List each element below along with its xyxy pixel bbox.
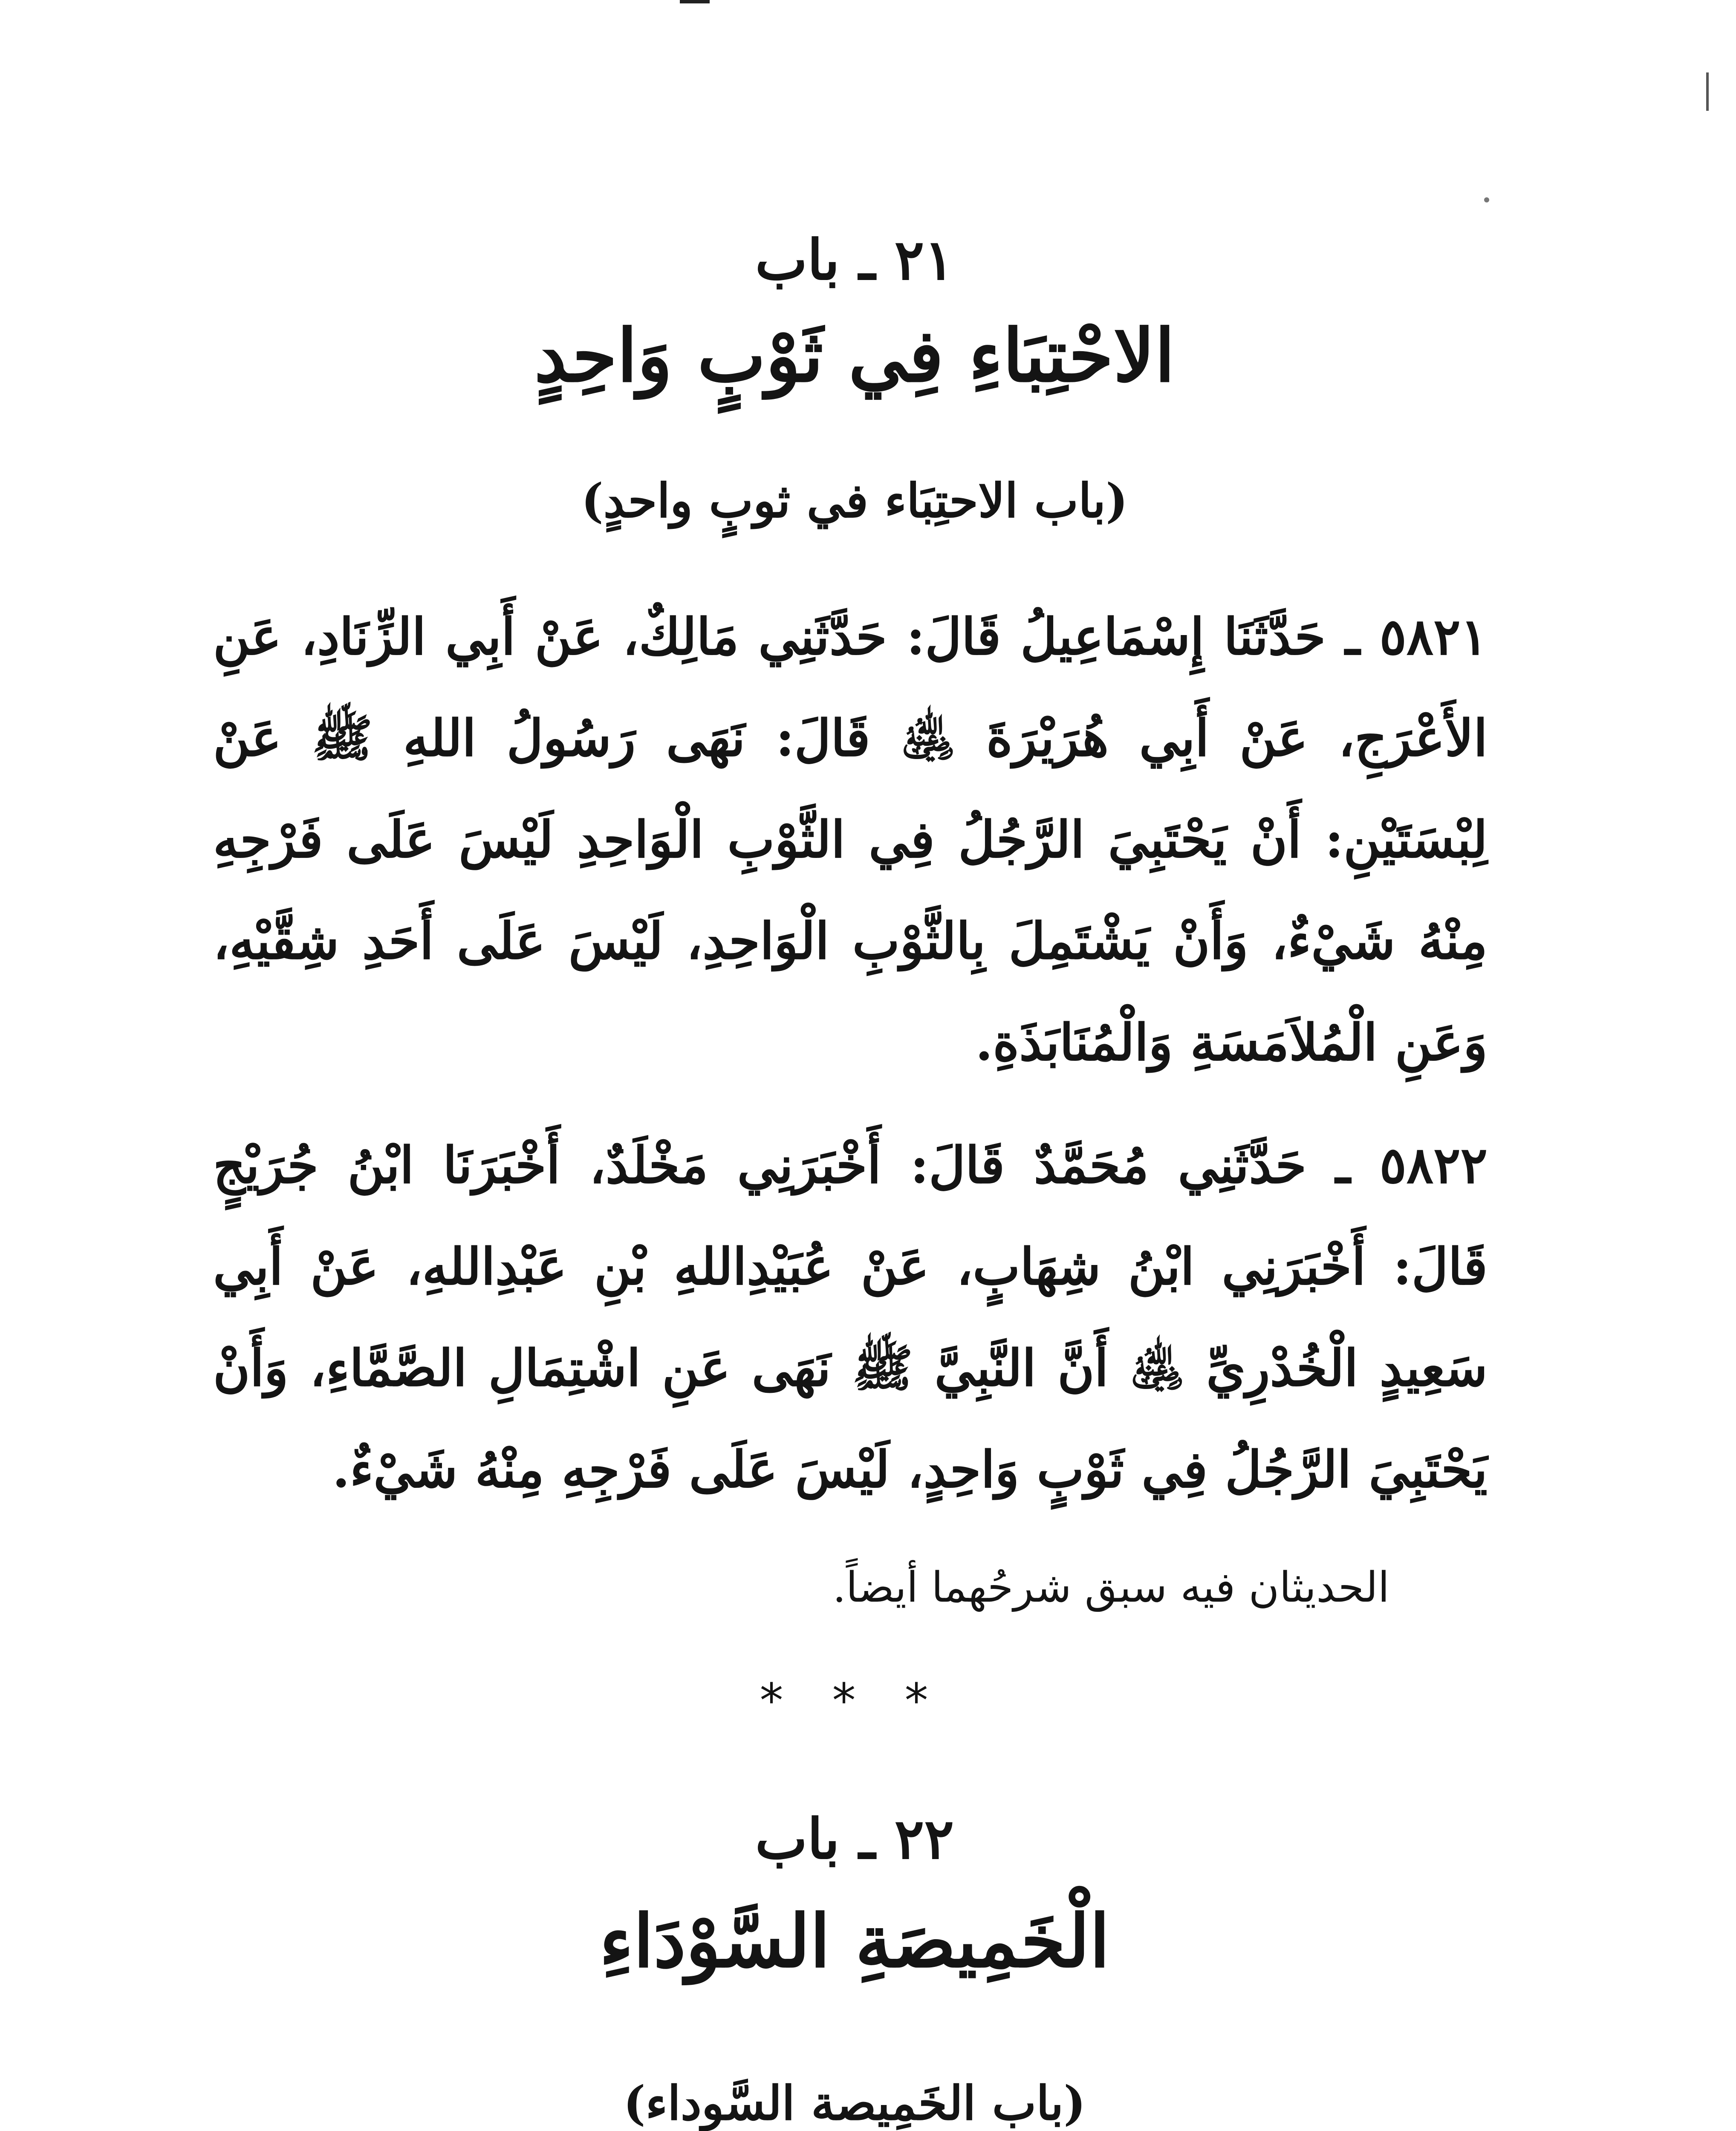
section-separator: * * * (760, 1673, 945, 1728)
chapter-title-21: الاحْتِبَاءِ فِي ثَوْبٍ وَاحِدٍ (534, 313, 1175, 398)
chapter-subtitle-21: (باب الاحتِبَاء في ثوبٍ واحدٍ) (581, 473, 1128, 528)
chapter-subtitle-22: (باب الخَمِيصة السَّوداء) (623, 2076, 1086, 2131)
commentary: الحديثان فيه سبق شرحُهما أيضاً. (832, 1563, 1389, 1612)
scan-artifact-right (1706, 72, 1709, 111)
hadith-5821: ٥٨٢١ ـ حَدَّثَنَا إِسْمَاعِيلُ قَالَ: حَدَّثَنِي مَالِكٌ، عَنْ أَبِي الزِّنَادِ، عَنِ الأَعْرَجِ، عَنْ أَبِي هُرَيْرَةَ ﵁ قَالَ: نَهَى رَسُولُ اللهِ ﷺ عَنْ لِبْسَتَيْنِ: أَنْ يَحْتَبِيَ الرَّجُلُ فِي الثَّوْبِ الْوَاحِدِ لَيْسَ عَلَى فَرْجِهِ مِنْهُ شَيْءٌ، وَأَنْ يَشْتَمِلَ بِالثَّوْبِ الْوَاحِدِ، لَيْسَ عَلَى أَحَدِ شِقَّيْهِ، وَعَنِ الْمُلاَمَسَةِ وَالْمُنَابَذَةِ. (213, 607, 1488, 1072)
chapter-number-22: ٢٢ ـ باب (755, 1806, 954, 1871)
scan-artifact-dot (1484, 197, 1489, 202)
hadith-5822: ٥٨٢٢ ـ حَدَّثَنِي مُحَمَّدٌ قَالَ: أَخْبَرَنِي مَخْلَدٌ، أَخْبَرَنَا ابْنُ جُرَيْجٍ قَالَ: أَخْبَرَنِي ابْنُ شِهَابٍ، عَنْ عُبَيْدِاللهِ بْنِ عَبْدِاللهِ، عَنْ أَبِي سَعِيدٍ الْخُدْرِيِّ ﵁ أَنَّ النَّبِيَّ ﷺ نَهَى عَنِ اشْتِمَالِ الصَّمَّاءِ، وَأَنْ يَحْتَبِيَ الرَّجُلُ فِي ثَوْبٍ وَاحِدٍ، لَيْسَ عَلَى فَرْجِهِ مِنْهُ شَيْءٌ. (213, 1135, 1488, 1499)
chapter-title-22: الْخَمِيصَةِ السَّوْدَاءِ (599, 1899, 1110, 1984)
scan-artifact-top (680, 0, 710, 3)
chapter-number-21: ٢١ ـ باب (755, 227, 954, 292)
